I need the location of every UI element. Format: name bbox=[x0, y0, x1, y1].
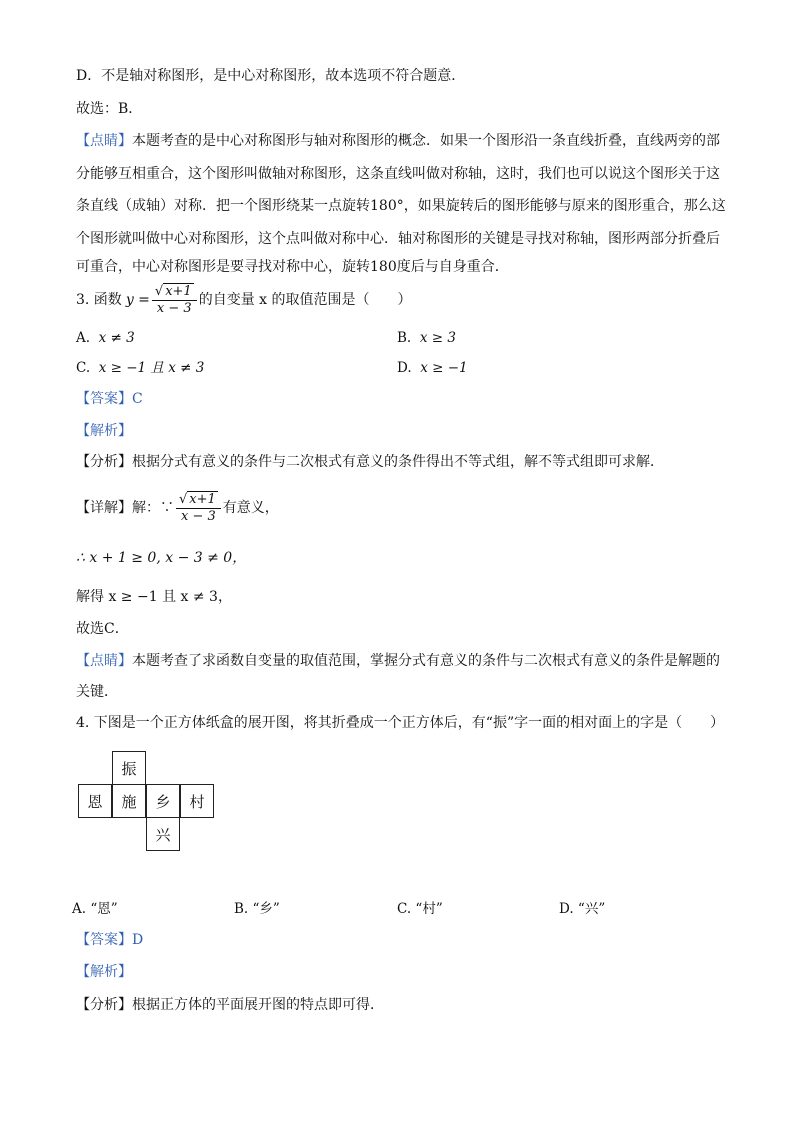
q3-therefore: ∴ x + 1 ≥ 0, x − 3 ≠ 0， bbox=[76, 550, 247, 566]
prev-choose: 故选：B． bbox=[76, 101, 143, 117]
q3-fraction-den: x − 3 bbox=[156, 300, 192, 316]
q3-detail-prefix: 【详解】解：∵ bbox=[76, 500, 174, 516]
net-cell-top: 振 bbox=[112, 751, 146, 785]
net-cell-row-4: 村 bbox=[180, 784, 214, 818]
q3-stem bbox=[76, 282, 412, 318]
remark-text: 本题考查的是中心对称图形与轴对称图形的概念．如果一个图形沿一条直线折叠，直线两旁的部 bbox=[132, 133, 720, 149]
prev-option-d: D．不是轴对称图形，是中心对称图形，故本选项不符合题意． bbox=[76, 68, 466, 84]
net-cell-row-3: 乡 bbox=[146, 784, 180, 818]
q3-choose: 故选C． bbox=[76, 621, 129, 637]
q3-remark-line-2: 关键． bbox=[76, 684, 118, 700]
q3-detail-fraction bbox=[176, 492, 221, 525]
q3-option-d-label: D. bbox=[397, 360, 412, 376]
prev-remark-line-2: 分能够互相重合，这个图形叫做轴对称图形，这条直线叫做对称轴，这时，我们也可以说这个图形关于这 bbox=[76, 166, 720, 182]
q4-fenxi: 【分析】根据正方体的平面展开图的特点即可得． bbox=[76, 997, 384, 1013]
q3-prefix: 3. 函数 bbox=[76, 292, 122, 308]
q4-option-d: D. “兴” bbox=[559, 901, 606, 917]
q3-remark-text: 本题考查了求函数自变量的取值范围，掌握分式有意义的条件与二次根式有意义的条件是解题的 bbox=[132, 653, 720, 669]
q3-fenxi: 【分析】根据分式有意义的条件与二次根式有意义的条件得出不等式组，解不等式组即可求解． bbox=[76, 454, 664, 470]
prev-remark-line-4: 个图形就叫做中心对称图形，这个点叫做对称中心．轴对称图形的关键是寻找对称轴，图形两部分折叠后 bbox=[76, 231, 720, 247]
net-cell-bottom: 兴 bbox=[146, 817, 180, 851]
q3-y-eq: y = bbox=[125, 292, 150, 308]
q3-option-c-text: x ≥ −1 且 x ≠ 3 bbox=[98, 360, 205, 376]
prev-remark-line-1 bbox=[76, 131, 720, 151]
q3-detail bbox=[76, 488, 279, 528]
remark-tag: 【点睛】 bbox=[76, 133, 132, 149]
q3-option-b bbox=[397, 328, 456, 348]
net-cell-row-1: 恩 bbox=[78, 784, 112, 818]
q3-analysis-tag: 【解析】 bbox=[76, 423, 132, 439]
q4-answer: 【答案】D bbox=[76, 932, 144, 948]
q3-solve: 解得 x ≥ −1 且 x ≠ 3， bbox=[76, 589, 232, 605]
q4-option-c: C. “村” bbox=[397, 901, 443, 917]
q3-suffix: 的自变量 x 的取值范围是（ ） bbox=[198, 292, 412, 308]
q3-option-c bbox=[76, 358, 204, 378]
prev-remark-line-3: 条直线（成轴）对称．把一个图形绕某一点旋转180°，如果旋转后的图形能够与原来的图形重合，那么这 bbox=[76, 198, 726, 214]
q3-remark-line-1 bbox=[76, 651, 720, 671]
q3-detail-suffix: 有意义， bbox=[222, 500, 279, 516]
q4-stem: 4. 下图是一个正方体纸盒的展开图，将其折叠成一个正方体后，有“振”字一面的相对面上的字是（ ） bbox=[76, 715, 725, 731]
q4-option-a: A. “恩” bbox=[72, 901, 118, 917]
q3-fraction bbox=[152, 284, 197, 317]
q3-option-c-label: C. bbox=[76, 360, 91, 376]
prev-remark-line-5: 可重合，中心对称图形是要寻找对称中心，旋转180度后与自身重合． bbox=[76, 259, 509, 275]
q3-option-d bbox=[397, 358, 468, 378]
q3-option-a-label: A. bbox=[76, 330, 91, 346]
q3-option-b-label: B. bbox=[397, 330, 412, 346]
q3-detail-sqrt-content: x+1 bbox=[189, 491, 216, 507]
q4-option-b: B. “乡” bbox=[234, 901, 280, 917]
q3-option-a bbox=[76, 328, 135, 348]
q3-sqrt-content: x+1 bbox=[165, 283, 192, 299]
q3-fraction-num: √ x+1 bbox=[152, 284, 197, 301]
q4-analysis-tag: 【解析】 bbox=[76, 964, 132, 980]
q3-detail-fraction-den: x − 3 bbox=[181, 508, 216, 524]
q3-option-a-text: x ≠ 3 bbox=[98, 330, 135, 346]
q3-remark-tag: 【点睛】 bbox=[76, 653, 132, 669]
q3-option-d-text: x ≥ −1 bbox=[420, 360, 468, 376]
net-cell-row-2: 施 bbox=[112, 784, 146, 818]
q3-detail-fraction-num: √ x+1 bbox=[176, 492, 221, 509]
q3-option-b-text: x ≥ 3 bbox=[419, 330, 456, 346]
q3-answer: 【答案】C bbox=[76, 391, 143, 407]
